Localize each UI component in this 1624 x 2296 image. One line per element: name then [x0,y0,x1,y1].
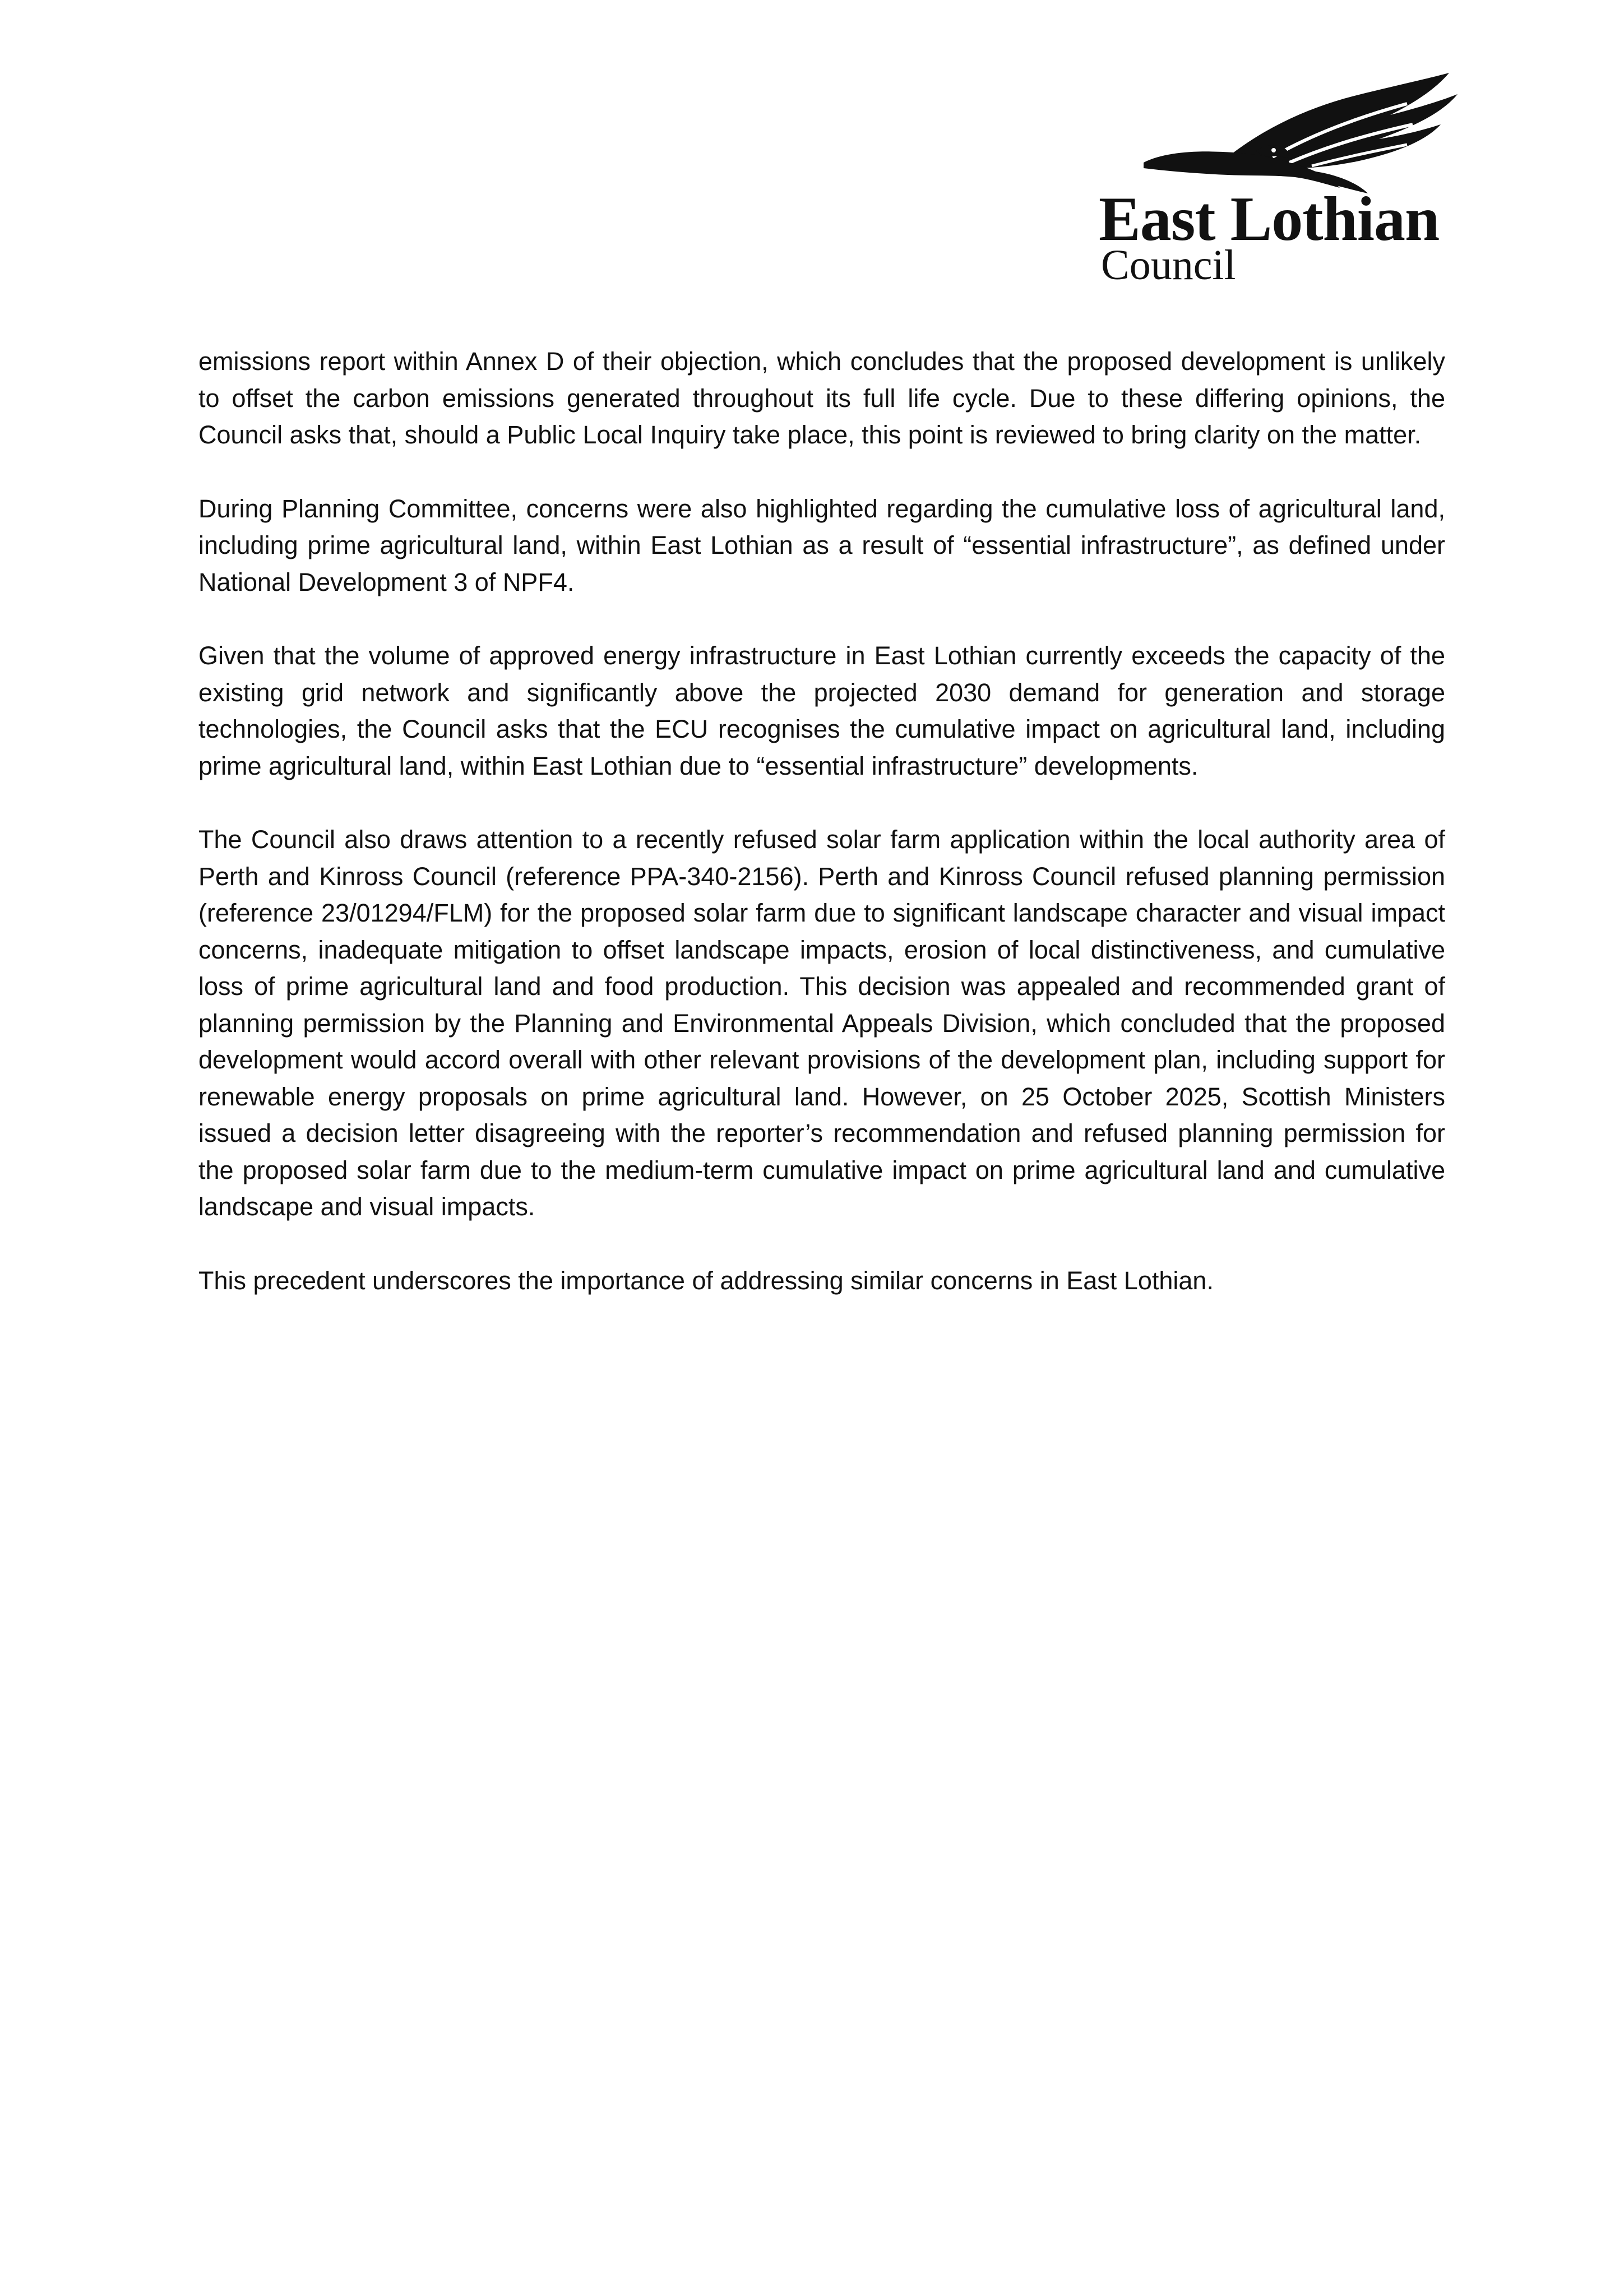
letter-body [198,343,1445,1299]
paragraph: Given that the volume of approved energy infrastructure in East Lothian currently exceeds the capacity of the existing grid network and significantly above the projected 2030 demand for generation and storage technologies, the Council asks that the ECU recognises the cumulative impact on agricultural land, including prime agricultural land, within East Lothian due to “essential infrastructure” developments. [198,641,1445,780]
council-logo [1099,73,1530,291]
logo-text-council: Council [1101,242,1236,289]
paragraph: This precedent underscores the importance of addressing similar concerns in East Lothian. [198,1266,1214,1295]
eagle-icon [1144,73,1469,196]
logo-text-east-lothian: East Lothian [1099,184,1440,254]
paragraph: During Planning Committee, concerns were also highlighted regarding the cumulative loss of agricultural land, including prime agricultural land, within East Lothian as a result of “essential infrastructure”, as defined under National Development 3 of NPF4. [198,494,1445,596]
paragraph: emissions report within Annex D of their objection, which concludes that the proposed development is unlikely to offset the carbon emissions generated throughout its full life cycle. Due to these differing opinions, the Council asks that, should a Public Local Inquiry take place, this point is reviewed to bring clarity on the matter. [198,347,1445,449]
paragraph: The Council also draws attention to a recently refused solar farm application within the local authority area of Perth and Kinross Council (reference PPA-340-2156). Perth and Kinross Council refused planning permission (reference 23/01294/FLM) for the proposed solar farm due to significant landscape character and visual impact concerns, inadequate mitigation to offset landscape impacts, erosion of local distinctiveness, and cumulative loss of prime agricultural land and food production. This decision was appealed and recommended grant of planning permission by the Planning and Environmental Appeals Division, which concluded that the proposed development would accord overall with other relevant provisions of the development plan, including support for renewable energy proposals on prime agricultural land. However, on 25 October 2025, Scottish Ministers issued a decision letter disagreeing with the reporter’s recommendation and refused planning permission for the proposed solar farm due to the medium-term cumulative impact on prime agricultural land and cumulative landscape and visual impacts. [198,825,1445,1221]
